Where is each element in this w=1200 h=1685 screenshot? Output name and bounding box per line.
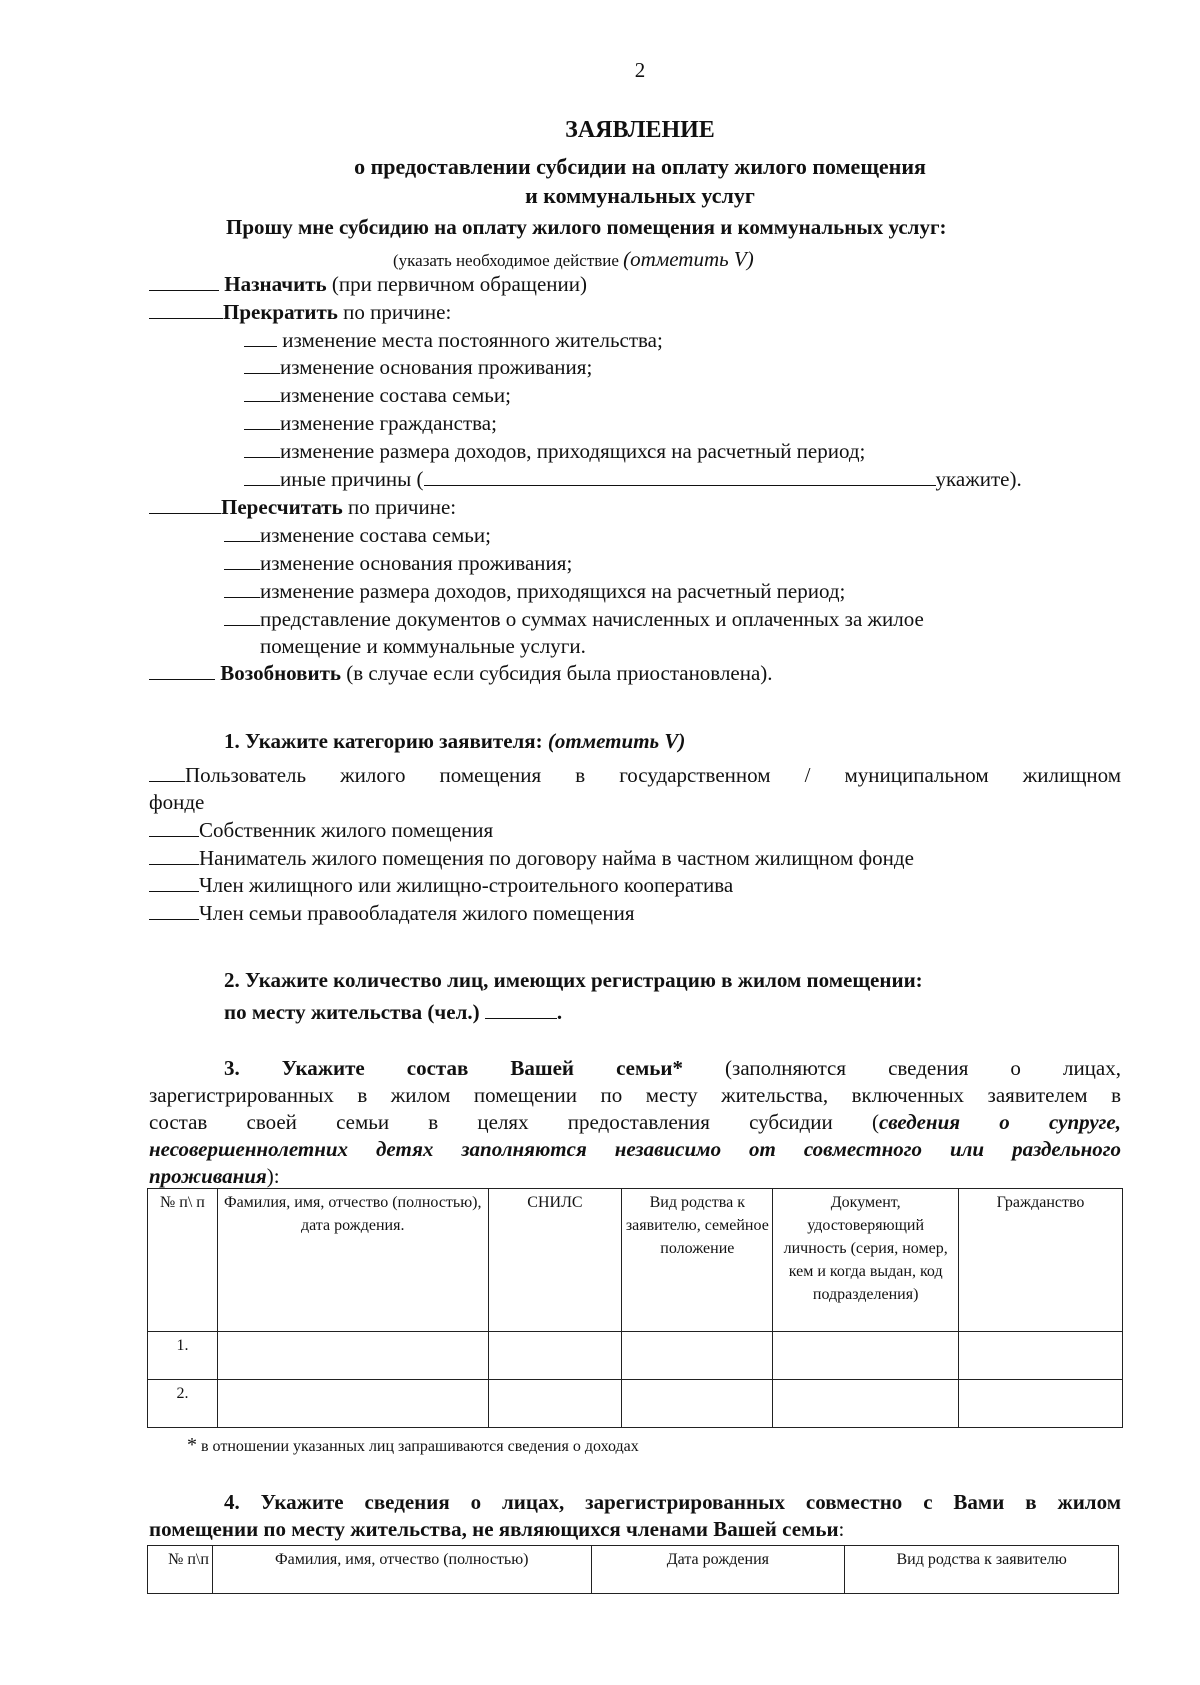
table-header-row <box>148 1546 1119 1594</box>
category-item-text: Член семьи правообладателя жилого помещения <box>199 901 635 925</box>
category-item <box>149 846 914 871</box>
terminate-reason-row <box>244 411 497 436</box>
terminate-reason: изменение места постоянного жительства; <box>282 328 663 352</box>
section1-heading-italic: (отметить V) <box>547 729 686 753</box>
option-recalculate <box>149 495 456 520</box>
table-cell[interactable] <box>773 1380 959 1428</box>
table-cell[interactable] <box>959 1332 1123 1380</box>
category-item-text: Член жилищного или жилищно-строительного кооператива <box>199 873 734 897</box>
category-item <box>149 873 733 898</box>
category-item <box>149 818 493 843</box>
category-item-text: Пользователь жилого помещения в государственном / муниципальном жилищном <box>185 763 1121 787</box>
checkbox-blank[interactable] <box>149 818 199 837</box>
category-item <box>149 763 1121 788</box>
table-cell[interactable] <box>773 1332 959 1380</box>
col-header-citizenship: Гражданство <box>959 1189 1123 1332</box>
col-header-number: № п\ п <box>148 1189 218 1332</box>
option-resume <box>149 661 773 686</box>
section4-line2-end: : <box>838 1517 845 1541</box>
option-terminate-label: Прекратить <box>223 300 338 324</box>
table-cell[interactable] <box>217 1332 488 1380</box>
request-note-plain: (указать необходимое действие <box>393 251 619 270</box>
table-cell[interactable] <box>622 1332 773 1380</box>
terminate-reason: изменение основания проживания; <box>280 355 593 379</box>
table-cell[interactable] <box>217 1380 488 1428</box>
checkbox-blank[interactable] <box>224 607 260 626</box>
terminate-reason: изменение гражданства; <box>280 411 497 435</box>
checkbox-blank-terminate[interactable] <box>149 300 223 319</box>
section2-line1: 2. Укажите количество лиц, имеющих регистрацию в жилом помещении: <box>224 968 923 992</box>
section3-line5 <box>149 1164 280 1189</box>
checkbox-blank[interactable] <box>244 439 280 458</box>
recalculate-reason-row <box>224 551 572 576</box>
col-header-fullname: Фамилия, имя, отчество (полностью) <box>212 1546 591 1594</box>
request-heading: Прошу мне субсидию на оплату жилого помещения и коммунальных услуг: <box>226 215 947 239</box>
option-terminate <box>149 300 451 325</box>
option-terminate-rest: по причине: <box>343 300 452 324</box>
table-cell[interactable] <box>622 1380 773 1428</box>
checkbox-blank[interactable] <box>224 579 260 598</box>
section3-line5-bold-italic: проживания <box>149 1164 267 1188</box>
terminate-other-suffix: укажите). <box>935 467 1022 491</box>
checkbox-blank[interactable] <box>149 873 199 892</box>
page-number: 2 <box>634 58 646 82</box>
checkbox-blank-recalculate[interactable] <box>149 495 221 514</box>
document-subtitle-line1: о предоставлении субсидии на оплату жилого помещения <box>354 154 926 179</box>
footnote <box>187 1434 639 1457</box>
option-resume-rest: (в случае если субсидия была приостановлена). <box>346 661 773 685</box>
recalculate-reason: представление документов о суммах начисленных и оплаченных за жилое <box>260 607 924 631</box>
col-header-birthdate: Дата рождения <box>591 1546 845 1594</box>
document-subtitle-line2: и коммунальных услуг <box>525 183 755 208</box>
terminate-other-row <box>244 467 1022 492</box>
section3-line3-bold-italic: сведения о супруге, <box>878 1110 1122 1134</box>
terminate-reason: изменение размера доходов, приходящихся на расчетный период; <box>280 439 866 463</box>
terminate-reason-row <box>244 439 865 464</box>
category-item <box>149 901 634 926</box>
col-header-fullname: Фамилия, имя, отчество (полностью), дата рождения. <box>217 1189 488 1332</box>
option-assign <box>149 272 587 297</box>
document-title: ЗАЯВЛЕНИЕ <box>565 117 715 143</box>
recalculate-reason: изменение основания проживания; <box>260 551 573 575</box>
terminate-other-prefix: иные причины ( <box>280 467 424 491</box>
checkbox-blank-assign[interactable] <box>149 272 219 291</box>
category-item-continuation: фонде <box>149 790 205 814</box>
footnote-text: в отношении указанных лиц запрашиваются сведения о доходах <box>201 1438 639 1455</box>
checkbox-blank[interactable] <box>244 328 277 347</box>
recalculate-reason: изменение состава семьи; <box>260 523 491 547</box>
checkbox-blank[interactable] <box>224 523 260 542</box>
recalculate-reason-row <box>224 523 491 548</box>
row-number: 1. <box>148 1332 218 1380</box>
section1-heading <box>224 729 685 754</box>
checkbox-blank[interactable] <box>149 901 199 920</box>
terminate-reason: изменение состава семьи; <box>280 383 511 407</box>
table-row <box>148 1380 1123 1428</box>
section3-line3 <box>149 1110 1121 1135</box>
terminate-reason-row <box>244 328 663 353</box>
row-number: 2. <box>148 1380 218 1428</box>
section4-line2 <box>149 1517 844 1542</box>
section3-line2: зарегистрированных в жилом помещении по месту жительства, включенных заявителем в <box>149 1083 1121 1107</box>
checkbox-blank[interactable] <box>244 355 280 374</box>
category-item-text: Наниматель жилого помещения по договору найма в частном жилищном фонде <box>199 846 914 870</box>
recalculate-reason-row <box>224 579 845 604</box>
checkbox-blank[interactable] <box>149 763 185 782</box>
footnote-mark: * <box>187 1434 197 1456</box>
option-recalculate-label: Пересчитать <box>221 495 343 519</box>
col-header-number: № п\п <box>148 1546 213 1594</box>
checkbox-blank[interactable] <box>244 411 280 430</box>
section3-line1 <box>224 1056 1121 1081</box>
family-members-table <box>147 1188 1123 1428</box>
other-reason-field[interactable] <box>424 467 936 486</box>
table-cell[interactable] <box>488 1380 622 1428</box>
option-recalculate-rest: по причине: <box>347 495 457 519</box>
section3-line5-end: ): <box>266 1164 280 1188</box>
checkbox-blank[interactable] <box>244 467 280 486</box>
registered-count-field[interactable] <box>485 1000 557 1019</box>
terminate-reason-row <box>244 383 511 408</box>
category-item-text: Собственник жилого помещения <box>199 818 494 842</box>
request-note <box>393 247 754 272</box>
cohabitants-table <box>147 1545 1119 1594</box>
recalculate-reason: изменение размера доходов, приходящихся на расчетный период; <box>260 579 846 603</box>
section2-line2 <box>224 1000 562 1025</box>
table-header-row <box>148 1189 1123 1332</box>
recalculate-reason-continuation: помещение и коммунальные услуги. <box>260 634 586 658</box>
option-assign-label: Назначить <box>224 272 327 296</box>
col-header-snils: СНИЛС <box>488 1189 622 1332</box>
section4-line2-text: помещении по месту жительства, не являющихся членами Вашей семьи <box>149 1517 839 1541</box>
checkbox-blank[interactable] <box>224 551 260 570</box>
table-row <box>148 1332 1123 1380</box>
table-cell[interactable] <box>959 1380 1123 1428</box>
section3-title: 3. Укажите состав Вашей семьи* <box>224 1056 683 1080</box>
section3-line3-plain: состав своей семьи в целях предоставления субсидии ( <box>149 1110 879 1134</box>
option-assign-rest: (при первичном обращении) <box>331 272 587 296</box>
section4-line1: 4. Укажите сведения о лицах, зарегистрированных совместно с Вами в жилом <box>224 1490 1121 1514</box>
col-header-relation: Вид родства к заявителю <box>845 1546 1119 1594</box>
section1-heading-text: 1. Укажите категорию заявителя: <box>224 729 543 753</box>
table-cell[interactable] <box>488 1332 622 1380</box>
col-header-relation: Вид родства к заявителю, семейное положение <box>622 1189 773 1332</box>
section2-end: . <box>556 1000 563 1024</box>
section2-line2-text: по месту жительства (чел.) <box>224 1000 480 1024</box>
terminate-reason-row <box>244 355 592 380</box>
col-header-id-document: Документ, удостоверяющий личность (серия, номер, кем и когда выдан, код подразделения) <box>773 1189 959 1332</box>
option-resume-label: Возобновить <box>220 661 342 685</box>
checkbox-blank[interactable] <box>244 383 280 402</box>
recalculate-reason-row <box>224 607 924 632</box>
checkbox-blank-resume[interactable] <box>149 661 215 680</box>
section3-line4: несовершеннолетних детях заполняются независимо от совместного или раздельного <box>149 1137 1121 1161</box>
checkbox-blank[interactable] <box>149 846 199 865</box>
section3-line1-rest: (заполняются сведения о лицах, <box>725 1056 1121 1080</box>
request-note-italic: (отметить V) <box>623 247 754 271</box>
